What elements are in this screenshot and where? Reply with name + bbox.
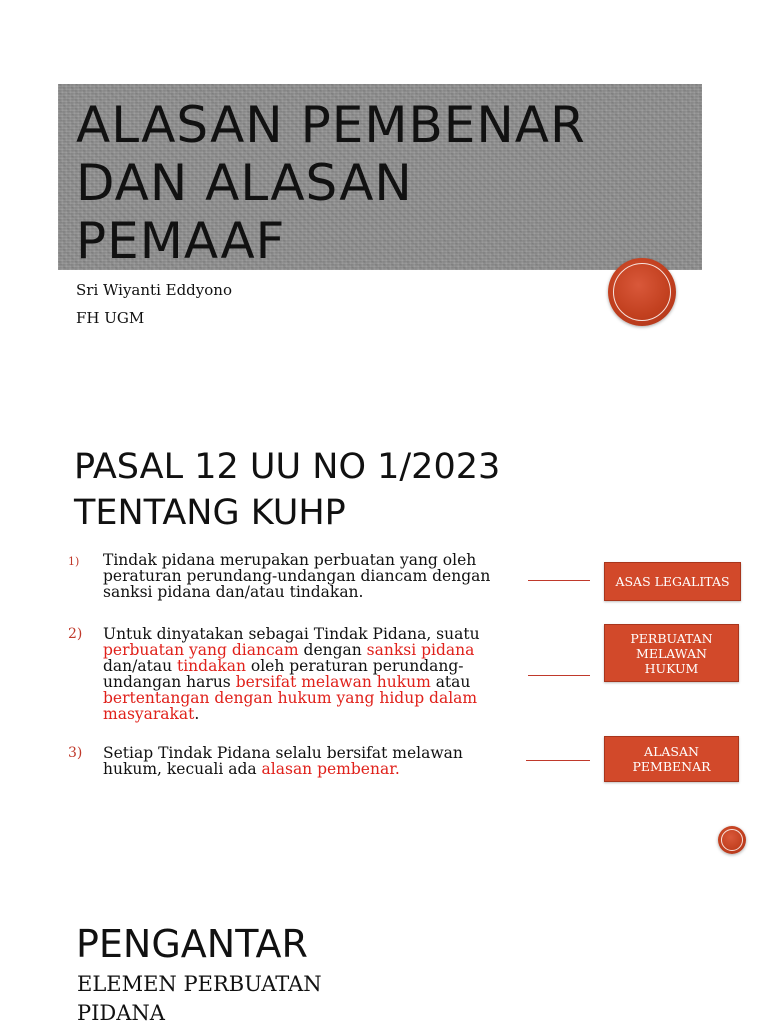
text-run: dan/atau [103, 657, 177, 675]
slide-title [76, 96, 696, 270]
box-perbuatan-melawan-hukum: PERBUATAN MELAWAN HUKUM [604, 624, 739, 682]
list-number: 2) [68, 626, 83, 642]
box-asas-legalitas: ASAS LEGALITAS [604, 562, 741, 601]
list-number: 3) [68, 745, 83, 761]
connector-line-3 [526, 760, 590, 761]
title-line-1: ALASAN PEMBENAR [76, 96, 586, 154]
connector-line-1 [528, 580, 590, 581]
list-item-1 [68, 552, 508, 616]
heading-line-2: TENTANG KUHP [74, 493, 346, 533]
text-run: . [194, 705, 200, 723]
slide-subheading: ELEMEN PERBUATAN PIDANA [77, 972, 322, 1024]
text-run: dengan [298, 641, 367, 659]
author-name: Sri Wiyanti Eddyono [76, 281, 232, 299]
highlighted-text: perbuatan yang diancam [103, 641, 299, 659]
list-item-text [103, 745, 508, 777]
heading-line-1: PASAL 12 UU NO 1/2023 [74, 447, 501, 487]
text-run: oleh peraturan perundang-undangan harus [103, 657, 464, 691]
text-run: Setiap Tindak Pidana selalu bersifat melawan hukum, kecuali ada [103, 744, 463, 778]
highlighted-text: tindakan [177, 657, 246, 675]
title-line-2: DAN ALASAN [76, 154, 413, 212]
list-item-2 [68, 626, 508, 736]
pengantar-slide [0, 830, 768, 1024]
list-number: 1) [68, 555, 80, 568]
pasal-12-slide [0, 352, 768, 830]
highlighted-text: alasan pembenar [261, 760, 395, 778]
connector-line-2 [528, 675, 590, 676]
text-run: Untuk dinyatakan sebagai Tindak Pidana, suatu [103, 625, 480, 643]
title-line-3: PEMAAF [76, 212, 286, 270]
highlighted-text: bertentangan dengan hukum yang hidup dalam masyarakat [103, 689, 478, 723]
title-slide [0, 0, 768, 352]
highlighted-text: sanksi pidana [366, 641, 475, 659]
institution-name: FH UGM [76, 309, 145, 327]
decorative-circle-icon [608, 258, 676, 326]
highlighted-text: . [394, 760, 400, 778]
list-item-3 [68, 745, 508, 793]
slide-heading [74, 444, 500, 536]
slide-heading: PENGANTAR [76, 922, 308, 966]
text-run: atau [430, 673, 471, 691]
text-run: Tindak pidana merupakan perbuatan yang oleh peraturan perundang-undangan diancam dengan sanksi pidana dan/atau tindakan. [103, 551, 491, 601]
list-item-text [103, 626, 508, 722]
list-item-text [103, 552, 508, 600]
box-alasan-pembenar: ALASAN PEMBENAR [604, 736, 739, 782]
highlighted-text: bersifat melawan hukum [235, 673, 431, 691]
